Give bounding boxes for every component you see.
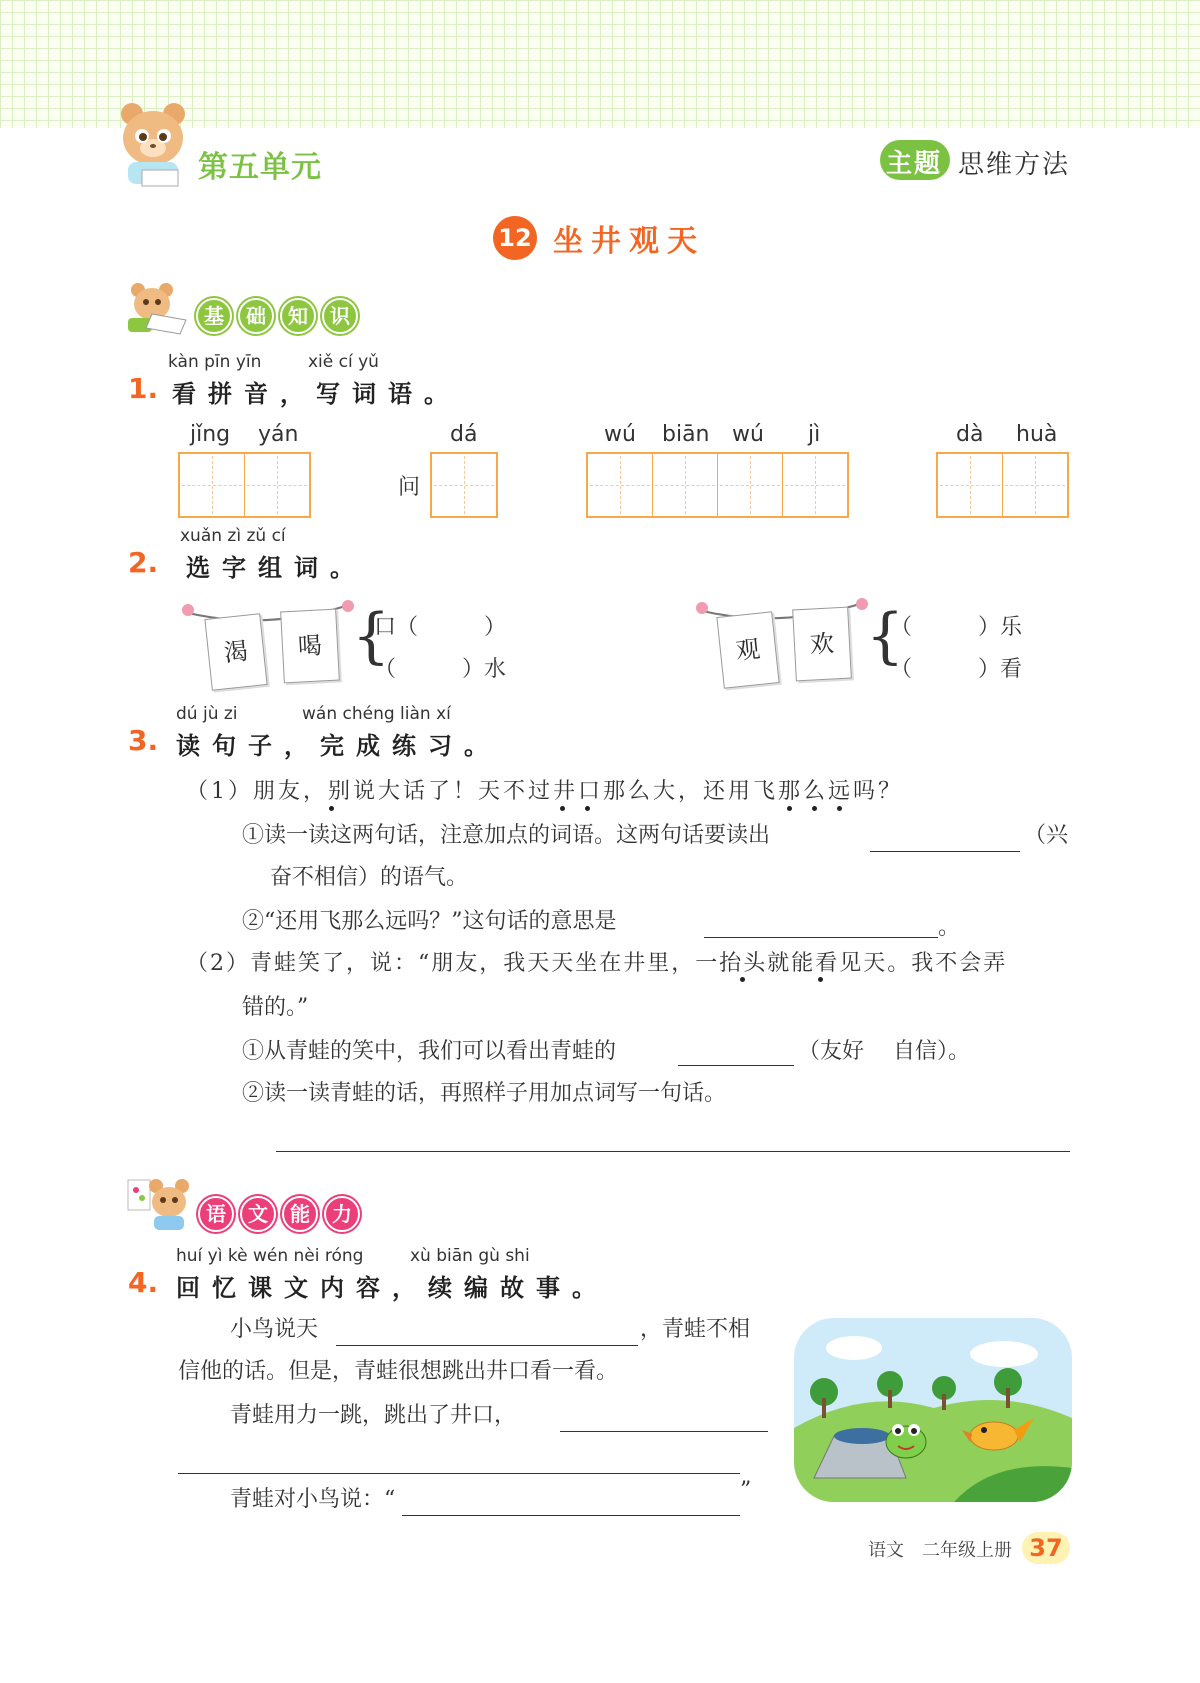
writing-cell[interactable] — [432, 454, 496, 516]
q4-pinyin-b: xù biān gù shi — [410, 1246, 530, 1266]
q4-pinyin-a: huí yì kè wén nèi róng — [176, 1246, 364, 1266]
unit-title: 第五单元 — [198, 150, 322, 185]
word-card: 喝 — [280, 609, 340, 684]
q2-left-line-2: （ ）水 — [374, 657, 507, 682]
q1-writing-box-3[interactable] — [586, 452, 849, 518]
q2-right-line-2: （ ）看 — [890, 657, 1023, 682]
footer-subject: 语文 — [868, 1540, 904, 1561]
answer-line[interactable] — [560, 1430, 768, 1432]
section-basic-title — [196, 298, 358, 334]
section-ability-title — [198, 1196, 360, 1232]
writing-cell[interactable] — [1003, 454, 1067, 516]
q3-p1-q1-a: ①读一读这两句话，注意加点的词语。这两句话要读出 — [242, 823, 771, 848]
q3-pinyin-a: dú jù zi — [176, 704, 238, 724]
q3-pinyin-b: wán chéng liàn xí — [302, 704, 451, 724]
q3-p2-text-b: 错的。” — [242, 995, 309, 1020]
q1-g2-pinyin: dá — [450, 422, 478, 447]
q3-p2-q1-a: ①从青蛙的笑中，我们可以看出青蛙的 — [242, 1039, 617, 1064]
page-number: 37 — [1022, 1532, 1070, 1564]
word-card: 渴 — [204, 613, 267, 690]
answer-line[interactable] — [678, 1064, 794, 1066]
theme-text: 思维方法 — [958, 150, 1071, 180]
q3-p2-q1-b: （友好 自信）。 — [798, 1039, 970, 1064]
q1-g3-pinyin-2: biān — [662, 422, 710, 447]
emphasis-dot — [329, 806, 334, 811]
q3-instruction: 读句子，完成练习。 — [176, 732, 500, 760]
answer-line[interactable] — [178, 1472, 740, 1474]
writing-cell[interactable] — [180, 454, 245, 516]
q4-line5-b: ” — [740, 1478, 752, 1503]
q1-g4-pinyin-2: huà — [1016, 422, 1058, 447]
q3-p1-q2-end: 。 — [938, 915, 961, 940]
frog-well-illustration — [794, 1318, 1072, 1502]
section-char: 基 — [196, 298, 232, 334]
q3-p2-q2: ②读一读青蛙的话，再照样子用加点词写一句话。 — [242, 1081, 727, 1106]
writing-cell[interactable] — [718, 454, 783, 516]
q2-left-line-1: 口（ ） — [374, 615, 507, 640]
q4-line3: 青蛙用力一跳，跳出了井口， — [230, 1403, 517, 1428]
section-char: 知 — [280, 298, 316, 334]
section-char: 础 — [238, 298, 274, 334]
q2-number: 2. — [128, 546, 159, 579]
q3-p1-q1-c: 奋不相信）的语气。 — [270, 865, 469, 890]
answer-line[interactable] — [870, 850, 1020, 852]
writing-cell[interactable] — [783, 454, 847, 516]
q1-instruction: 看拼音，写词语。 — [172, 380, 460, 408]
writing-cell[interactable] — [653, 454, 718, 516]
q3-p1-q1-b: （兴 — [1024, 823, 1069, 848]
q3-number: 3. — [128, 724, 159, 757]
q2-pinyin: xuǎn zì zǔ cí — [180, 526, 286, 546]
theme-tag: 主题 — [886, 149, 943, 179]
q2-right-line-1: （ ）乐 — [890, 615, 1023, 640]
q1-g1-pinyin-1: jǐng — [190, 422, 231, 447]
q1-g4-pinyin-1: dà — [956, 422, 984, 447]
q1-pinyin-b: xiě cí yǔ — [308, 352, 379, 372]
q1-number: 1. — [128, 372, 159, 405]
q4-instruction: 回忆课文内容，续编故事。 — [176, 1274, 608, 1302]
q1-writing-box-2[interactable] — [430, 452, 498, 518]
q4-line2: 信他的话。但是，青蛙很想跳出井口看一看。 — [178, 1359, 619, 1384]
emphasis-dot — [812, 806, 817, 811]
q1-g3-pinyin-4: jì — [808, 422, 821, 447]
emphasis-dot — [740, 977, 745, 982]
writing-cell[interactable] — [938, 454, 1003, 516]
q1-writing-box-1[interactable] — [178, 452, 311, 518]
section-char: 语 — [198, 1196, 234, 1232]
q4-line1-a: 小鸟说天 — [230, 1317, 319, 1342]
emphasis-dot — [585, 806, 590, 811]
q3-p1-q2: ②“还用飞那么远吗？”这句话的意思是 — [242, 909, 617, 934]
q2-instruction: 选字组词。 — [186, 554, 366, 582]
section-char: 识 — [322, 298, 358, 334]
emphasis-dot — [560, 806, 565, 811]
answer-line[interactable] — [402, 1514, 740, 1516]
q1-writing-box-4[interactable] — [936, 452, 1069, 518]
q1-g2-prefix: 问 — [398, 475, 421, 500]
brace: { — [352, 601, 391, 671]
lesson-title: 坐井观天 — [553, 224, 705, 259]
bear-mascot-icon — [112, 100, 194, 190]
footer-grade: 二年级上册 — [922, 1540, 1012, 1561]
answer-line[interactable] — [276, 1150, 1070, 1152]
answer-line[interactable] — [704, 936, 938, 938]
q3-p2-text-a: （2）青蛙笑了，说：“朋友，我天天坐在井里，一抬头就能看见天。我不会弄 — [186, 951, 1008, 976]
lesson-number: 12 — [493, 216, 537, 260]
emphasis-dot — [787, 806, 792, 811]
q3-p1-text: （1）朋友，别说大话了！天不过井口那么大，还用飞那么远吗？ — [186, 779, 903, 804]
section-char: 能 — [282, 1196, 318, 1232]
q1-pinyin-a: kàn pīn yīn — [168, 352, 262, 372]
bear-writing-icon — [124, 280, 190, 336]
writing-cell[interactable] — [588, 454, 653, 516]
q1-g1-pinyin-2: yán — [258, 422, 299, 447]
writing-cell[interactable] — [245, 454, 309, 516]
q1-g3-pinyin-1: wú — [604, 422, 636, 447]
word-card: 观 — [716, 611, 779, 688]
section-char: 力 — [324, 1196, 360, 1232]
q4-line5-a: 青蛙对小鸟说：“ — [230, 1487, 396, 1512]
emphasis-dot — [818, 977, 823, 982]
emphasis-dot — [837, 806, 842, 811]
q1-g3-pinyin-3: wú — [732, 422, 764, 447]
answer-line[interactable] — [336, 1344, 638, 1346]
q4-number: 4. — [128, 1266, 159, 1299]
brace: { — [866, 601, 905, 671]
section-char: 文 — [240, 1196, 276, 1232]
bear-painting-icon — [126, 1176, 192, 1234]
q4-line1-b: ，青蛙不相 — [640, 1317, 751, 1342]
word-card: 欢 — [792, 607, 852, 682]
